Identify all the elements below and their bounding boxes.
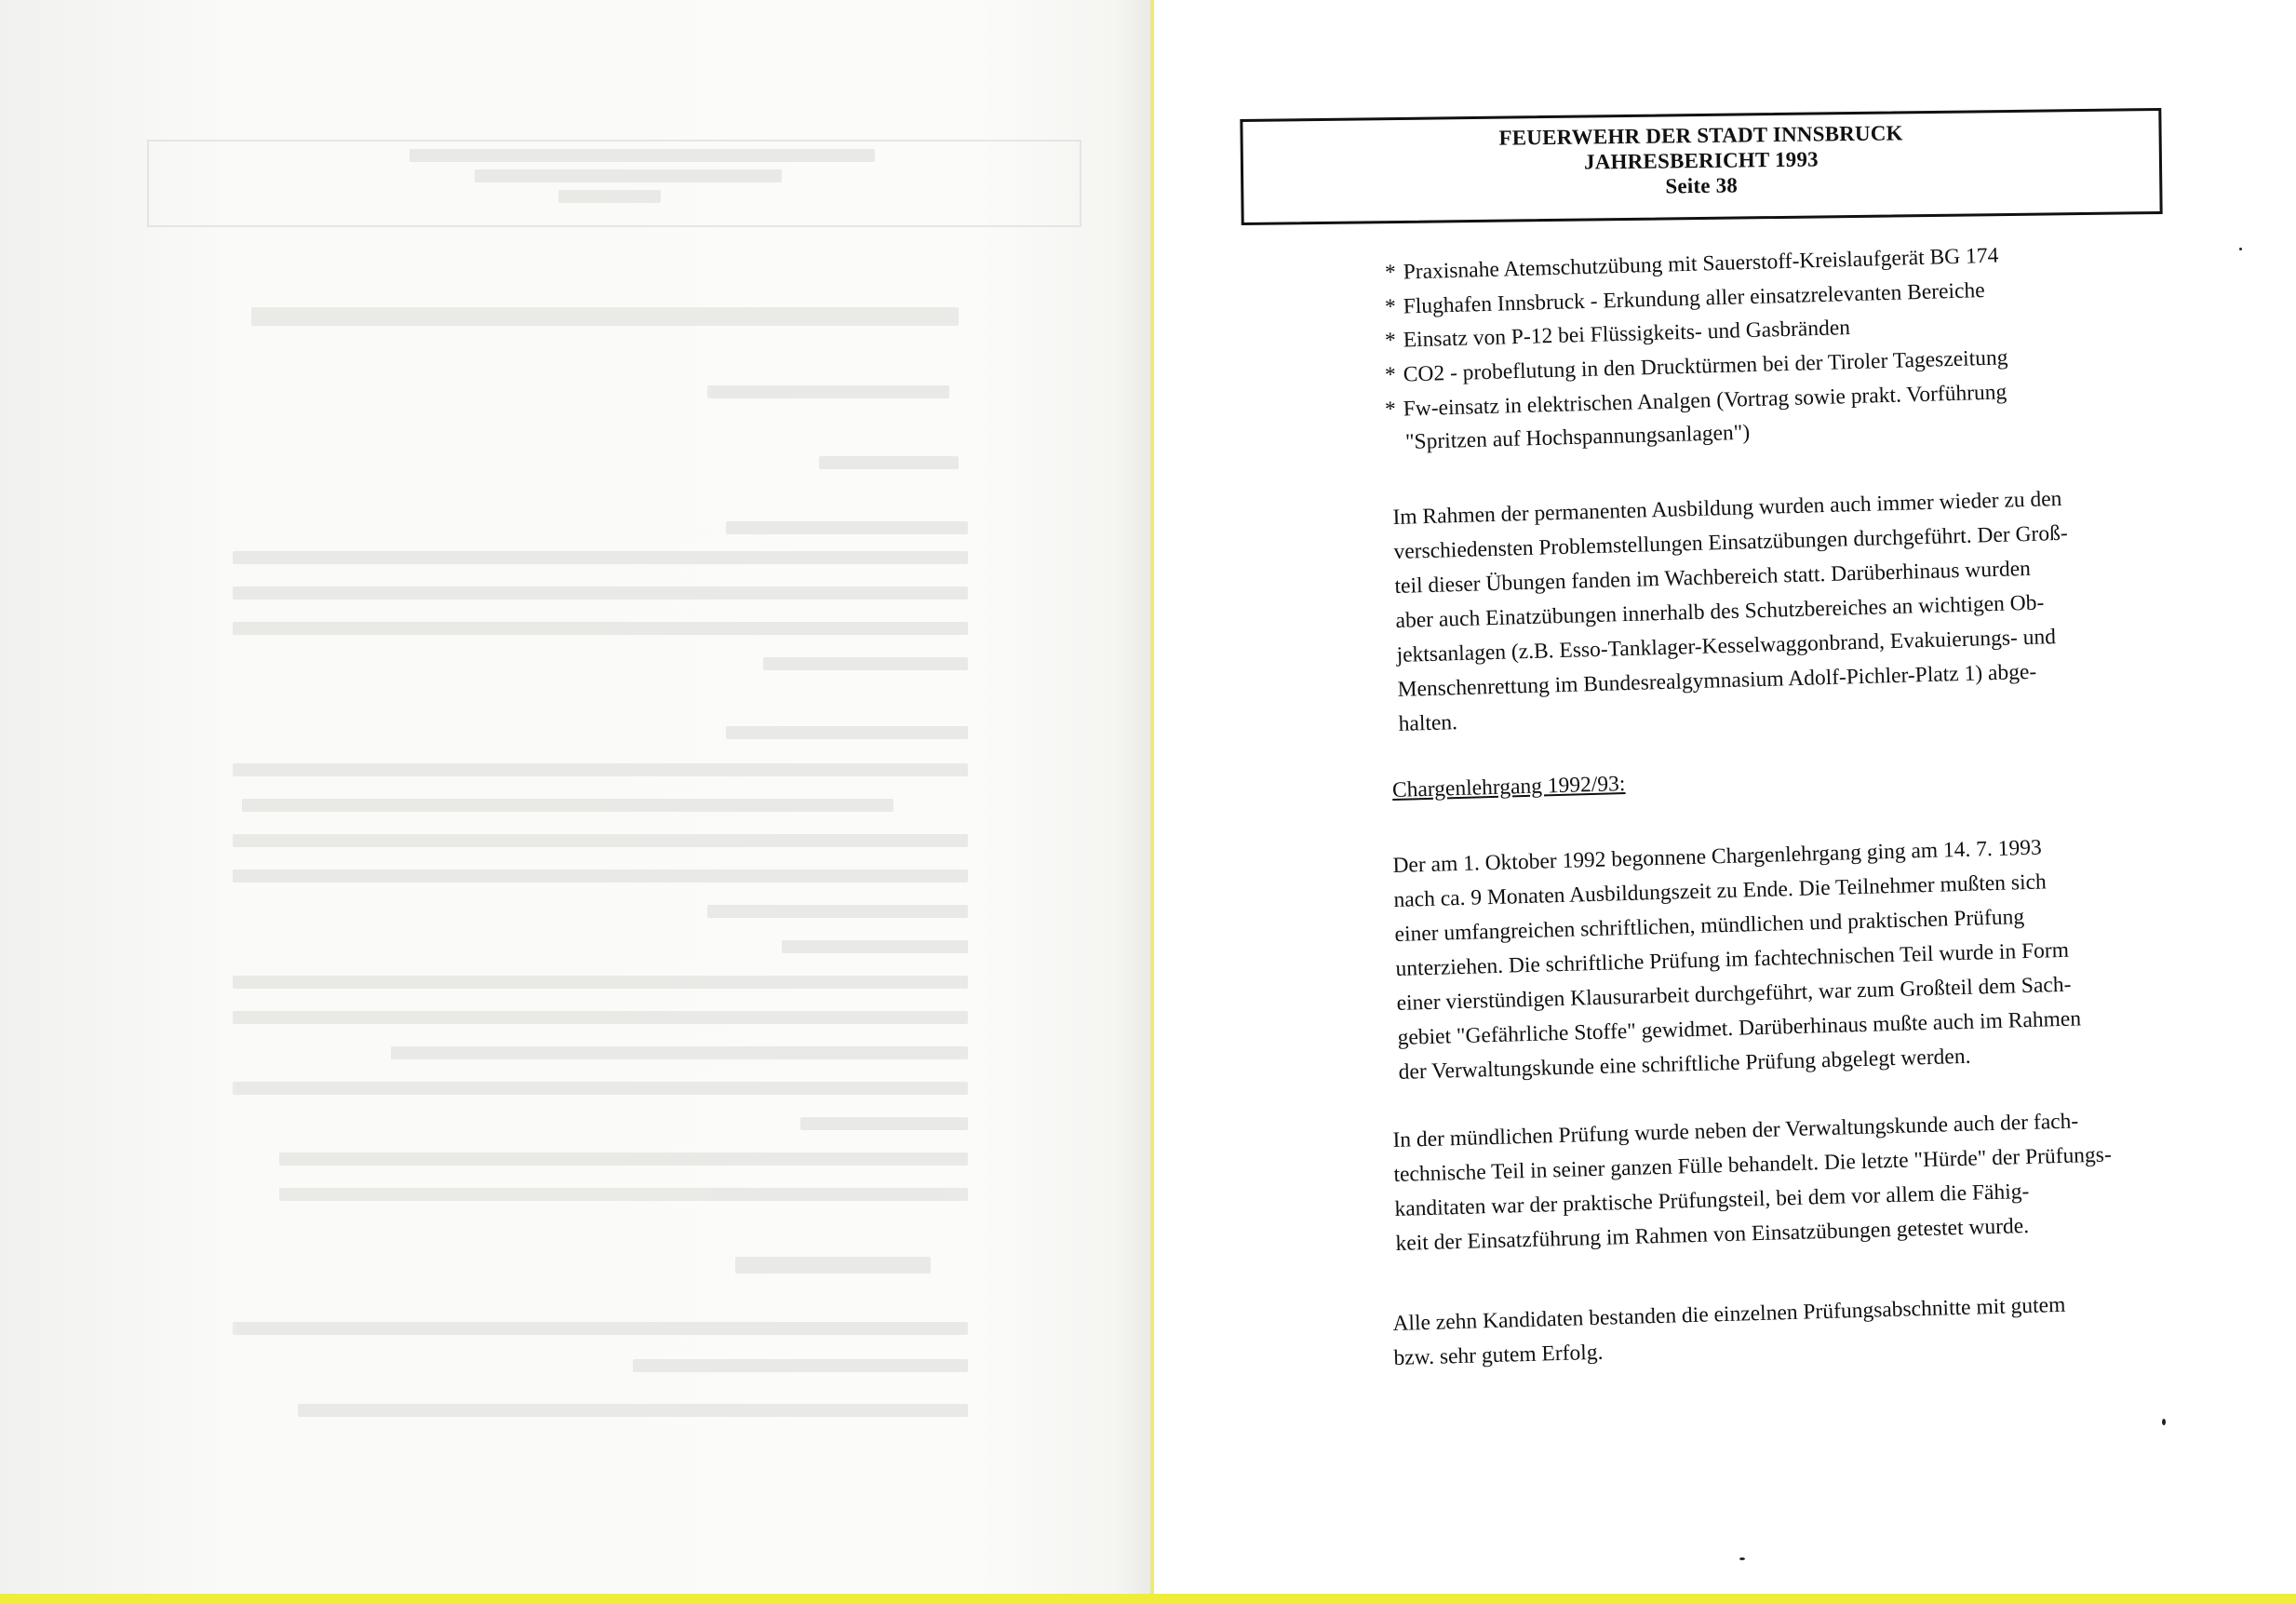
scan-bottom-edge bbox=[0, 1594, 2296, 1604]
bleed-line bbox=[233, 869, 968, 883]
bleed-line bbox=[279, 1152, 968, 1166]
bleed-line bbox=[735, 1257, 931, 1274]
text-line: Alle zehn Kandidaten bestanden die einzelnen Prüfungsabschnitte mit gutem bbox=[1392, 1292, 2066, 1336]
bullet-marker: * bbox=[1384, 260, 1397, 285]
paragraph-training-exercises bbox=[1392, 481, 2106, 742]
bleed-line bbox=[251, 307, 959, 326]
text-line: gebiet "Gefährliche Stoffe" gewidmet. Darüberhinaus mußte auch im Rahmen bbox=[1397, 1006, 2082, 1050]
bleed-line bbox=[279, 1188, 968, 1201]
scan-speck bbox=[2162, 1419, 2166, 1425]
text-line: einer vierstündigen Klausurarbeit durchgeführt, war zum Großteil dem Sach- bbox=[1396, 972, 2072, 1016]
bullet-text: Fw-einsatz in elektrischen Analgen (Vortrag sowie prakt. Vorführung bbox=[1403, 380, 2007, 422]
bullet-marker: * bbox=[1384, 294, 1397, 319]
bleed-line bbox=[233, 976, 968, 989]
text-line: In der mündlichen Prüfung wurde neben der Verwaltungskunde auch der fach- bbox=[1392, 1109, 2079, 1152]
bleed-line bbox=[233, 763, 968, 776]
bleed-line bbox=[475, 169, 782, 182]
scan-speck bbox=[2239, 248, 2242, 250]
bleed-line bbox=[233, 834, 968, 847]
bullet-text: Praxisnahe Atemschutzübung mit Sauerstoff-Kreislaufgerät BG 174 bbox=[1403, 243, 1999, 285]
text-line: technische Teil in seiner ganzen Fülle behandelt. Die letzte "Hürde" der Prüfungs- bbox=[1393, 1142, 2113, 1187]
text-line: unterziehen. Die schriftliche Prüfung im fachtechnischen Teil wurde in Form bbox=[1395, 937, 2070, 981]
bleed-line bbox=[558, 190, 661, 203]
bleed-line bbox=[233, 1322, 968, 1335]
text-line: halten. bbox=[1398, 710, 1458, 736]
text-line: teil dieser Übungen fanden im Wachbereich statt. Darüberhinaus wurden bbox=[1394, 556, 2032, 599]
text-line: jektsanlagen (z.B. Esso-Tanklager-Kesselwaggonbrand, Evakuierungs- und bbox=[1396, 625, 2057, 667]
gutter-shadow bbox=[1117, 0, 1150, 1594]
bleed-line bbox=[726, 521, 968, 534]
text-line: Menschenrettung im Bundesrealgymnasium Adolf-Pichler-Platz 1) abge- bbox=[1397, 659, 2037, 702]
bullet-item-continuation bbox=[1405, 418, 1751, 457]
bullet-text: "Spritzen auf Hochspannungsanlagen") bbox=[1404, 420, 1751, 454]
text-line: bzw. sehr gutem Erfolg. bbox=[1393, 1340, 1604, 1370]
paragraph-result bbox=[1392, 1287, 2101, 1376]
bleed-line bbox=[233, 551, 968, 564]
scan-speck bbox=[1739, 1557, 1745, 1560]
bleed-line bbox=[633, 1359, 968, 1372]
text-line: der Verwaltungskunde eine schriftliche Prüfung abgelegt werden. bbox=[1398, 1044, 1971, 1085]
paragraph-oral-exam bbox=[1392, 1104, 2113, 1261]
bleed-line bbox=[242, 799, 893, 812]
bleed-line bbox=[233, 1082, 968, 1095]
text-line: nach ca. 9 Monaten Ausbildungszeit zu Ende. Die Teilnehmer mußten sich bbox=[1393, 869, 2048, 912]
text-line: verschiedensten Problemstellungen Einsatzübungen durchgeführt. Der Groß- bbox=[1393, 520, 2068, 564]
bleed-line bbox=[800, 1117, 968, 1130]
bleed-line bbox=[707, 385, 949, 398]
paragraph-course-summary bbox=[1392, 829, 2106, 1090]
text-line: keit der Einsatzführung im Rahmen von Einsatzübungen getestet wurde. bbox=[1395, 1213, 2030, 1256]
bleed-line bbox=[726, 726, 968, 739]
left-page bbox=[0, 0, 1152, 1594]
bleed-line bbox=[410, 149, 875, 162]
bullet-marker: * bbox=[1384, 328, 1397, 353]
text-line: Im Rahmen der permanenten Ausbildung wurden auch immer wieder zu den bbox=[1392, 486, 2062, 530]
right-page bbox=[1154, 0, 2296, 1594]
header-page-number: Seite 38 bbox=[1665, 173, 1739, 198]
bleed-line bbox=[782, 940, 968, 953]
bleed-line bbox=[819, 456, 959, 469]
page-body bbox=[1154, 0, 2296, 1594]
bleed-line bbox=[763, 657, 968, 670]
bullet-text: CO2 - probeflutung in den Drucktürmen bei der Tiroler Tageszeitung bbox=[1403, 345, 2008, 387]
bleed-line bbox=[707, 905, 968, 918]
bleed-line bbox=[233, 622, 968, 635]
left-page-bleed-through bbox=[0, 0, 1152, 1594]
bullet-text: Flughafen Innsbruck - Erkundung aller einsatzrelevanten Bereiche bbox=[1403, 277, 1985, 319]
bleed-line bbox=[298, 1404, 968, 1417]
text-line: aber auch Einatzübungen innerhalb des Schutzbereiches an wichtigen Ob- bbox=[1395, 590, 2045, 633]
text-line: einer umfangreichen schriftlichen, mündlichen und praktischen Prüfung bbox=[1394, 905, 2025, 947]
bullet-marker: * bbox=[1384, 397, 1397, 422]
bleed-line bbox=[233, 586, 968, 600]
text-line: kanditaten war der praktische Prüfungsteil, bei dem vor allem die Fähig- bbox=[1394, 1179, 2030, 1221]
text-line: Der am 1. Oktober 1992 begonnene Chargenlehrgang ging am 14. 7. 1993 bbox=[1392, 835, 2043, 878]
header-report-title: JAHRESBERICHT 1993 bbox=[1583, 147, 1819, 174]
bullet-text: Einsatz von P-12 bei Flüssigkeits- und Gasbränden bbox=[1403, 316, 1851, 353]
section-heading: Chargenlehrgang 1992/93: bbox=[1391, 772, 1626, 802]
header-organization: FEUERWEHR DER STADT INNSBRUCK bbox=[1498, 121, 1903, 150]
bleed-line bbox=[233, 1011, 968, 1024]
bleed-line bbox=[391, 1046, 968, 1059]
bullet-marker: * bbox=[1384, 362, 1397, 387]
